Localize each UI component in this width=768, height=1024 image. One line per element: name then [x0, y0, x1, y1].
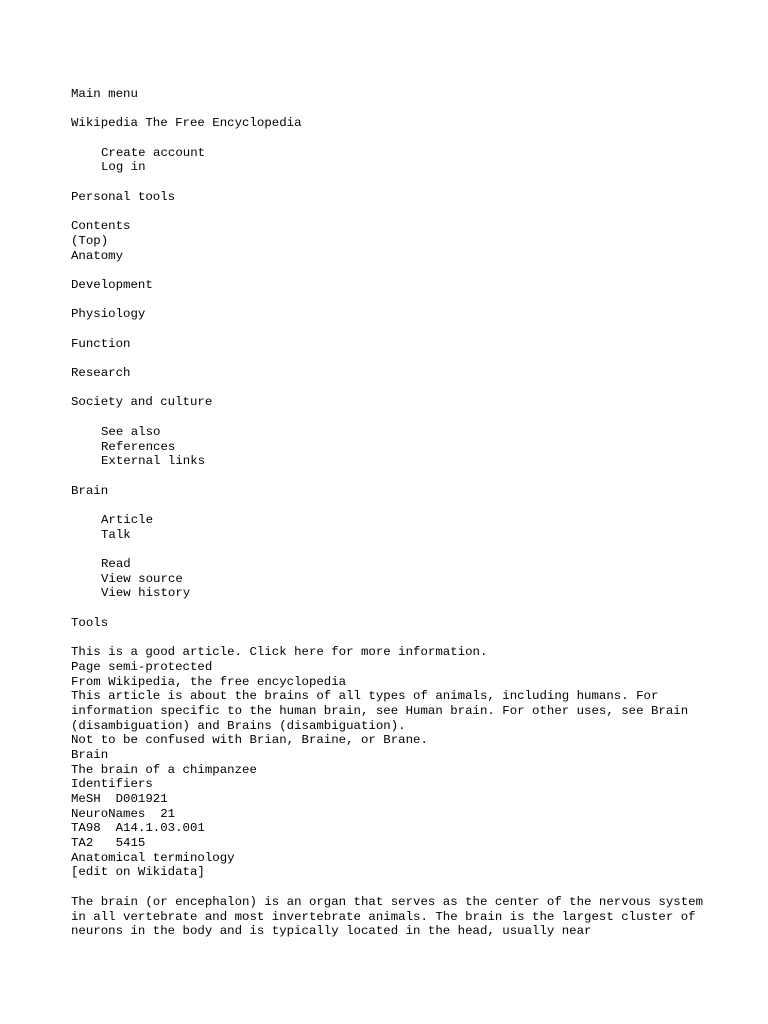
toc-heading: Contents: [71, 219, 131, 234]
toc-item-function[interactable]: Function: [71, 336, 131, 351]
infobox-row-ta98[interactable]: TA98 A14.1.03.001: [71, 821, 205, 836]
tagline: From Wikipedia, the free encyclopedia: [71, 674, 347, 689]
hatnote-disambiguation: Not to be confused with Brian, Braine, or Brane.: [71, 733, 428, 748]
toc-item-research[interactable]: Research: [71, 366, 131, 381]
page-title: Brain: [71, 483, 109, 498]
toc-item-external-links[interactable]: External links: [101, 454, 206, 469]
spacer: [71, 542, 711, 557]
toc-item-physiology[interactable]: Physiology: [71, 307, 146, 322]
spacer: [71, 131, 711, 146]
toc-item-anatomy[interactable]: Anatomy: [71, 248, 124, 263]
spacer: [71, 102, 711, 117]
tab-talk[interactable]: Talk: [101, 527, 131, 542]
tab-view-history[interactable]: View history: [101, 586, 191, 601]
spacer: [71, 381, 711, 396]
toc-item-society-and-culture[interactable]: Society and culture: [71, 395, 213, 410]
infobox-terminology-link[interactable]: Anatomical terminology: [71, 850, 235, 865]
protection-notice[interactable]: Page semi-protected: [71, 659, 213, 674]
edit-on-wikidata-link[interactable]: [edit on Wikidata]: [71, 865, 205, 880]
create-account-link[interactable]: Create account: [101, 145, 206, 160]
article-intro-paragraph: The brain (or encephalon) is an organ that serves as the center of the nervous system in all vertebrate and most invertebrate animals. The brain is the largest cluster of neurons in the body and is typically located in the head, usually near: [71, 894, 704, 939]
hatnote: This article is about the brains of all types of animals, including humans. For information specific to the human brain, see Human brain. For other uses, see Brain (disambiguation) and Brains (disambiguation).: [71, 689, 689, 733]
infobox-row-ta2[interactable]: TA2 5415: [71, 836, 146, 851]
log-in-link[interactable]: Log in: [101, 160, 146, 175]
spacer: [71, 410, 711, 425]
spacer: [71, 469, 711, 484]
page-content: [71, 87, 711, 939]
infobox-identifiers-heading: Identifiers: [71, 777, 153, 792]
spacer: [71, 601, 711, 616]
spacer: [71, 322, 711, 337]
spacer: [71, 263, 711, 278]
good-article-notice[interactable]: This is a good article. Click here for more information.: [71, 645, 488, 660]
site-logo-link[interactable]: Wikipedia The Free Encyclopedia: [71, 116, 302, 131]
spacer: [71, 880, 711, 895]
toc-item-top[interactable]: (Top): [71, 233, 109, 248]
toc-item-references[interactable]: References: [101, 439, 176, 454]
spacer: [71, 498, 711, 513]
personal-tools-button[interactable]: Personal tools: [71, 189, 176, 204]
infobox-row-neuronames[interactable]: NeuroNames 21: [71, 806, 176, 821]
tab-article[interactable]: Article: [101, 512, 154, 527]
main-menu-button[interactable]: Main menu: [71, 87, 138, 101]
tab-view-source[interactable]: View source: [101, 571, 183, 586]
toc-item-development[interactable]: Development: [71, 277, 153, 292]
infobox-title: Brain: [71, 747, 109, 762]
spacer: [71, 205, 711, 220]
toc-item-see-also[interactable]: See also: [101, 424, 161, 439]
spacer: [71, 293, 711, 308]
tab-read[interactable]: Read: [101, 557, 131, 571]
spacer: [71, 351, 711, 366]
infobox-row-mesh[interactable]: MeSH D001921: [71, 792, 168, 807]
infobox-image-caption: The brain of a chimpanzee: [71, 762, 257, 777]
spacer: [71, 175, 711, 190]
spacer: [71, 630, 711, 645]
tools-button[interactable]: Tools: [71, 615, 109, 630]
